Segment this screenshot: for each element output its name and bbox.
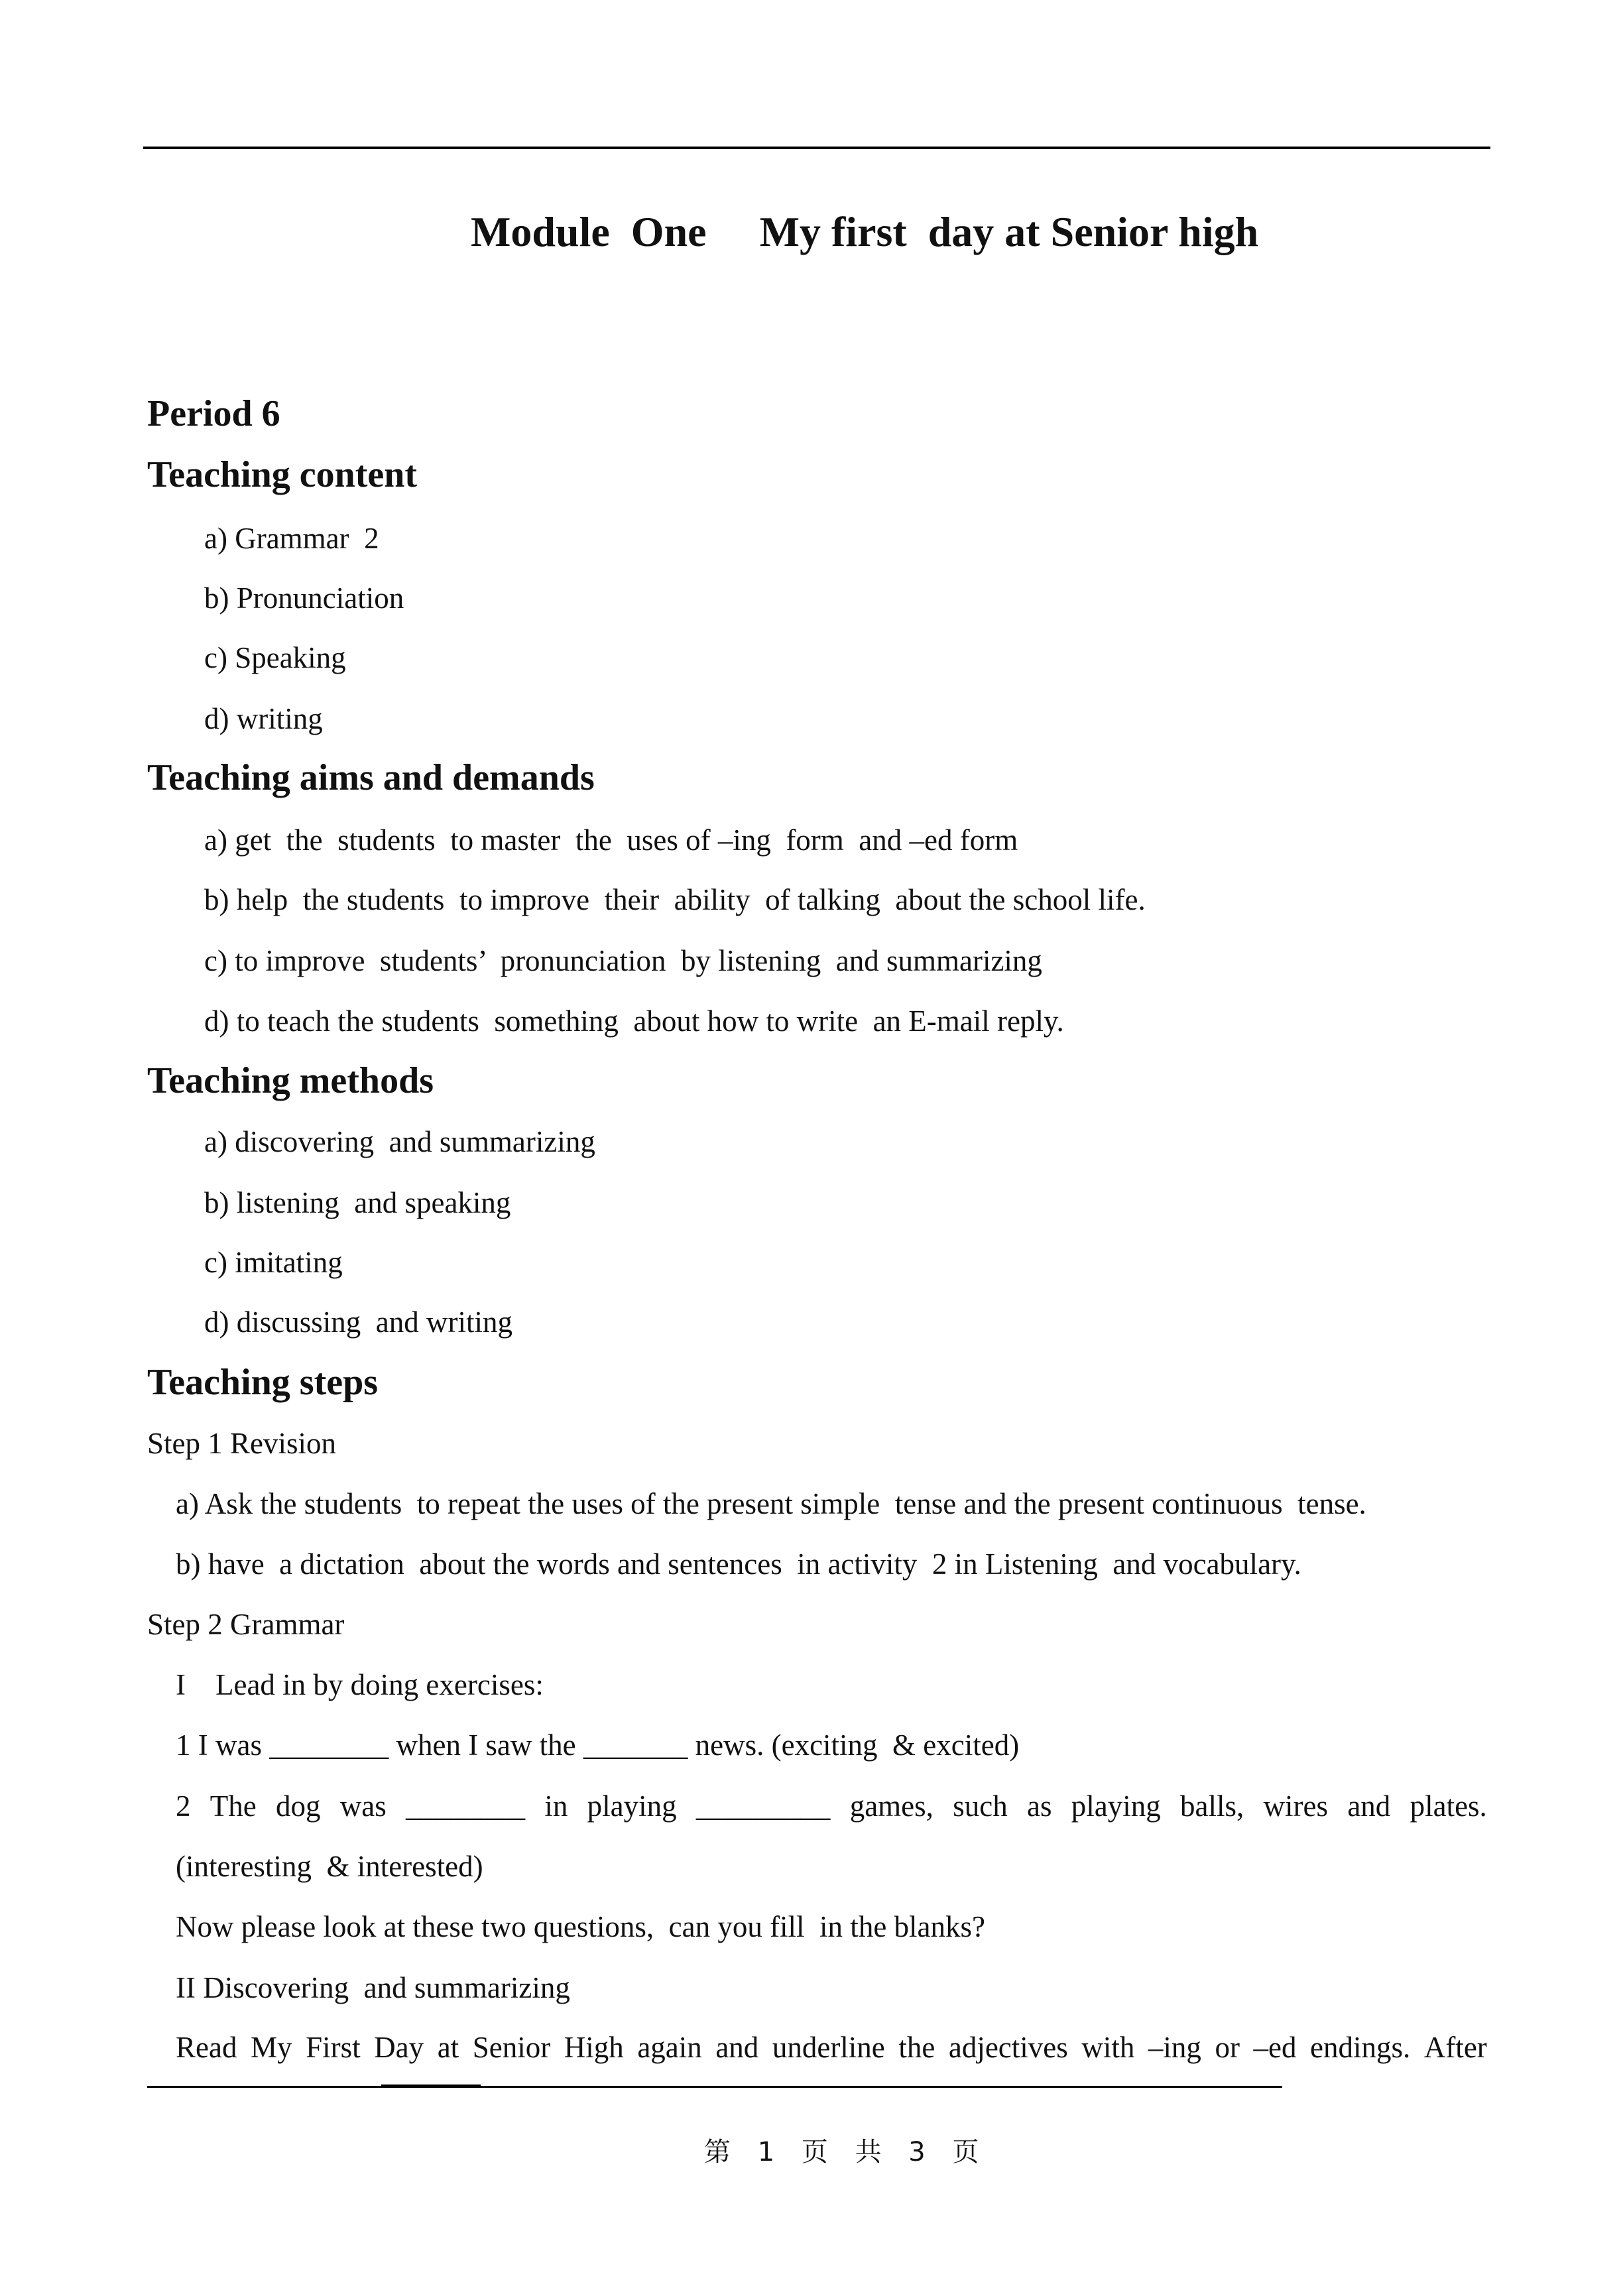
blank: ________ [406, 1789, 526, 1823]
word: such [953, 1789, 1008, 1823]
aim-item: d) to teach the students something about how to write an E-mail reply. [204, 1004, 1064, 1038]
word: –ing [1148, 2031, 1201, 2064]
exercise-2 [176, 1791, 1487, 1821]
word: High [564, 2031, 624, 2064]
word: plates. [1410, 1789, 1487, 1823]
word: and [1347, 1789, 1391, 1823]
discover-heading: II Discovering and summarizing [176, 1971, 570, 2004]
method-item: b) listening and speaking [204, 1186, 511, 1219]
method-item: d) discussing and writing [204, 1305, 512, 1339]
exercise-1: 1 I was ________ when I saw the _______ news. (exciting & excited) [176, 1728, 1020, 1762]
word: –ed [1253, 2031, 1297, 2064]
step1-item-b: b) have a dictation about the words and sentences in activity 2 in Listening and vocabulary. [176, 1547, 1301, 1581]
footer-rule [147, 2086, 1282, 2088]
word: the [898, 2031, 935, 2064]
word: again [637, 2031, 702, 2064]
step2-label: Step 2 Grammar [147, 1608, 345, 1641]
teaching-aims-heading: Teaching aims and demands [147, 757, 595, 798]
read-instruction [176, 2033, 1487, 2063]
teaching-methods-heading: Teaching methods [147, 1060, 434, 1101]
aim-item: b) help the students to improve their ability of talking about the school life. [204, 883, 1146, 916]
teaching-content-heading: Teaching content [147, 454, 418, 495]
period-heading: Period 6 [147, 393, 280, 434]
word: adjectives [948, 2031, 1068, 2064]
word: wires [1263, 1789, 1329, 1823]
word: as [1026, 1789, 1052, 1823]
blank: _________ [695, 1789, 831, 1823]
word: was [339, 1789, 387, 1823]
word: underline [772, 2031, 885, 2064]
page-number: 第 1 页 共 3 页 [704, 2137, 989, 2167]
step1-label: Step 1 Revision [147, 1427, 337, 1460]
footer-rule-accent [381, 2085, 481, 2088]
word: endings. [1310, 2031, 1411, 2064]
aim-item: a) get the students to master the uses of –ing form and –ed form [204, 823, 1018, 857]
word: in [544, 1789, 568, 1823]
step1-item-a: a) Ask the students to repeat the uses of the present simple tense and the present continuous tense. [176, 1487, 1366, 1520]
word: playing [587, 1789, 677, 1823]
question-text: Now please look at these two questions, can you fill in the blanks? [176, 1910, 985, 1943]
word: After [1423, 2031, 1487, 2064]
lead-in-text: I Lead in by doing exercises: [176, 1668, 544, 1701]
word: at [437, 2031, 459, 2064]
method-item: c) imitating [204, 1246, 343, 1279]
word: and [715, 2031, 759, 2064]
word: playing [1071, 1789, 1161, 1823]
page-title: Module One My first day at Senior high [471, 208, 1259, 255]
word: with [1081, 2031, 1135, 2064]
word: games, [849, 1789, 933, 1823]
content-item: c) Speaking [204, 641, 346, 674]
teaching-steps-heading: Teaching steps [147, 1362, 379, 1403]
word: or [1215, 2031, 1240, 2064]
word: balls, [1180, 1789, 1244, 1823]
content-item: b) Pronunciation [204, 581, 404, 615]
exercise-2-continued: (interesting & interested) [176, 1850, 483, 1883]
word: Day [374, 2031, 424, 2064]
word: My [251, 2031, 292, 2064]
word: 2 [176, 1789, 191, 1823]
word: Senior [472, 2031, 551, 2064]
aim-item: c) to improve students’ pronunciation by listening and summarizing [204, 944, 1042, 977]
content-item: d) writing [204, 702, 323, 735]
word: dog [276, 1789, 321, 1823]
word: Read [176, 2031, 237, 2064]
word: First [306, 2031, 361, 2064]
method-item: a) discovering and summarizing [204, 1125, 595, 1158]
content-item: a) Grammar 2 [204, 522, 379, 555]
word: The [210, 1789, 257, 1823]
header-rule [143, 147, 1490, 149]
